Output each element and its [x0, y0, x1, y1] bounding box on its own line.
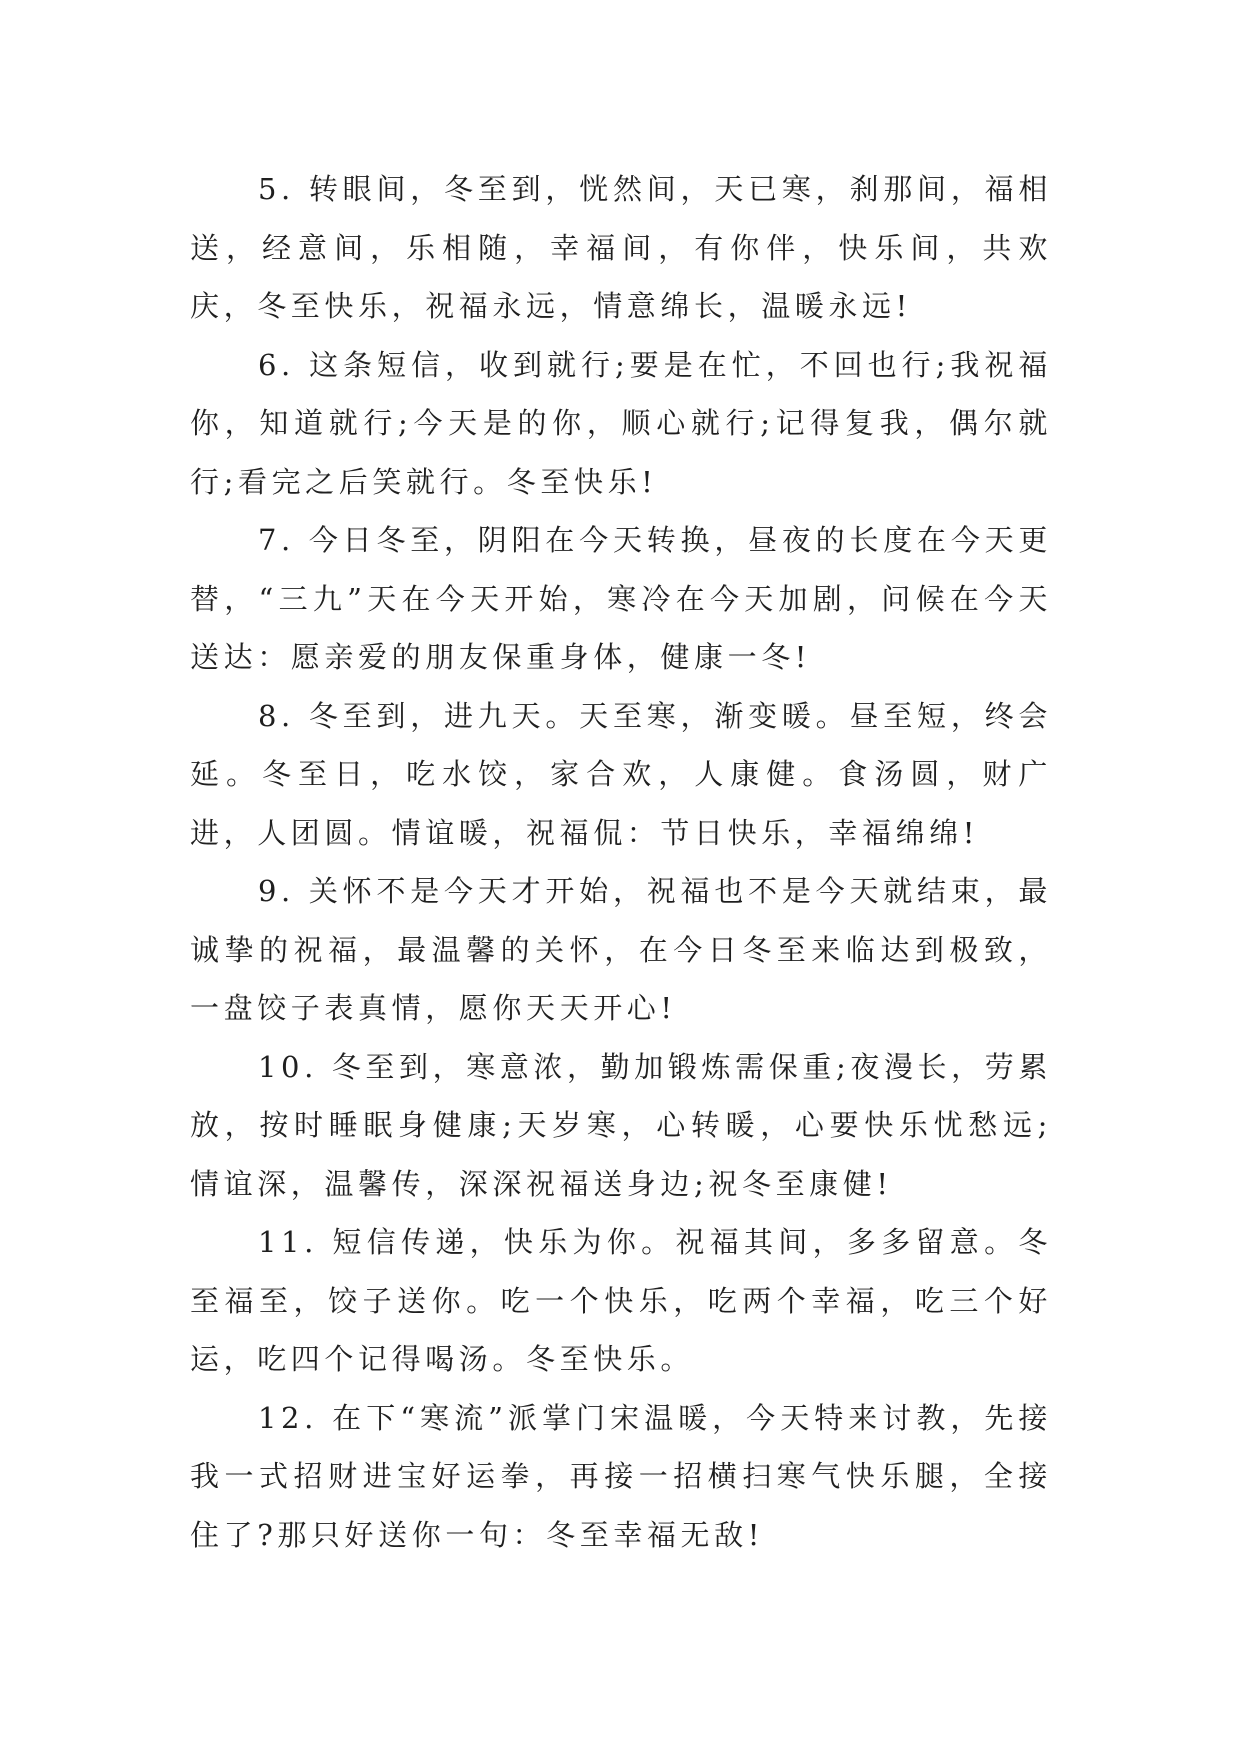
paragraph-8: 8. 冬至到，进九天。天至寒，渐变暖。昼至短，终会延。冬至日，吃水饺，家合欢，人康健。食汤圆，财广进，人团圆。情谊暖，祝福侃：节日快乐，幸福绵绵! [190, 698, 1052, 850]
paragraph-11: 11. 短信传递，快乐为你。祝福其间，多多留意。冬至福至，饺子送你。吃一个快乐，吃两个幸福，吃三个好运，吃四个记得喝汤。冬至快乐。 [190, 1225, 1052, 1376]
paragraph-7: 7. 今日冬至，阴阳在今天转换，昼夜的长度在今天更替，“三九”天在今天开始，寒冷在今天加剧，问候在今天送达：愿亲爱的朋友保重身体，健康一冬! [190, 523, 1052, 674]
paragraph-5: 5. 转眼间，冬至到，恍然间，天已寒，刹那间，福相送，经意间，乐相随，幸福间，有你伴，快乐间，共欢庆，冬至快乐，祝福永远，情意绵长，温暖永远! [190, 172, 1052, 323]
paragraph-10: 10. 冬至到，寒意浓，勤加锻炼需保重;夜漫长，劳累放，按时睡眠身健康;天岁寒，心转暖，心要快乐忧愁远;情谊深，温馨传，深深祝福送身边;祝冬至康健! [190, 1049, 1052, 1201]
paragraph-9: 9. 关怀不是今天才开始，祝福也不是今天就结束，最诚挚的祝福，最温馨的关怀，在今日冬至来临达到极致，一盘饺子表真情，愿你天天开心! [190, 874, 1052, 1025]
paragraph-12: 12. 在下“寒流”派掌门宋温暖，今天特来讨教，先接我一式招财进宝好运拳，再接一招横扫寒气快乐腿，全接住了?那只好送你一句：冬至幸福无敌! [190, 1400, 1052, 1552]
document-body [190, 160, 1052, 1564]
paragraph-6: 6. 这条短信，收到就行;要是在忙，不回也行;我祝福你，知道就行;今天是的你，顺心就行;记得复我，偶尔就行;看完之后笑就行。冬至快乐! [190, 347, 1052, 499]
